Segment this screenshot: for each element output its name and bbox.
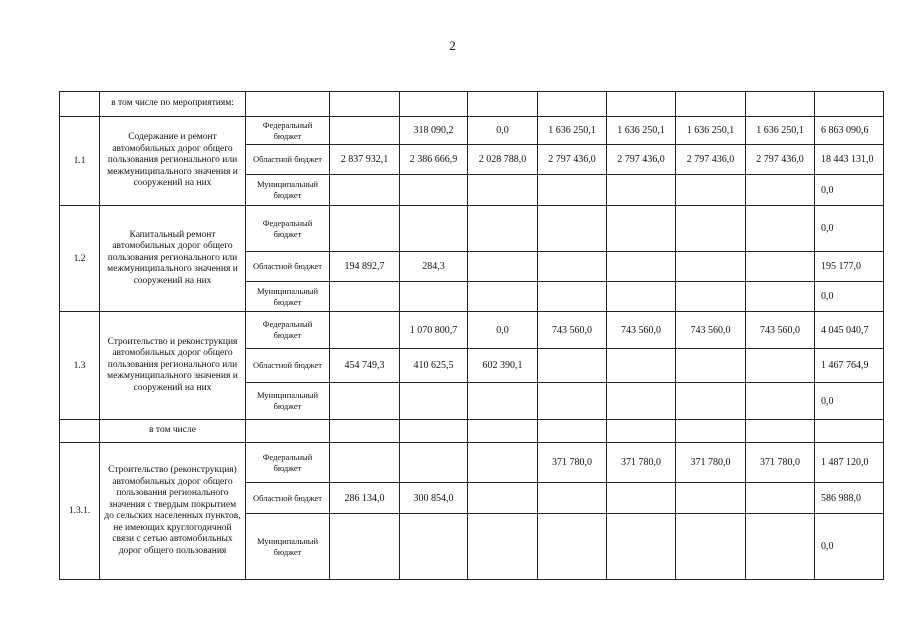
empty-cell — [330, 420, 400, 443]
value-cell: 454 749,3 — [330, 349, 400, 383]
value-cell — [330, 312, 400, 349]
value-cell: 2 386 666,9 — [400, 145, 468, 175]
value-cell — [538, 383, 607, 420]
value-cell: 0,0 — [468, 117, 538, 145]
activity-name: Содержание и ремонт автомобильных дорог общего пользования регионального или межмуниципального значения и сооружений на них — [100, 117, 246, 206]
value-cell: 194 892,7 — [330, 252, 400, 282]
value-cell: 2 797 436,0 — [538, 145, 607, 175]
total-value-cell: 0,0 — [815, 514, 884, 580]
activity-name: Строительство (реконструкция) автомобильных дорог общего пользования регионального значения с твердым покрытием до сельских населенных пунктов, не имеющих круглогодичной связи с сетью автомобильных дорог общего пользования — [100, 443, 246, 580]
activity-code: 1.3.1. — [60, 443, 100, 580]
value-cell — [538, 514, 607, 580]
value-cell: 2 028 788,0 — [468, 145, 538, 175]
total-value-cell: 0,0 — [815, 282, 884, 312]
value-cell: 1 636 250,1 — [607, 117, 676, 145]
empty-cell — [607, 92, 676, 117]
total-value-cell: 0,0 — [815, 175, 884, 206]
value-cell: 743 560,0 — [746, 312, 815, 349]
value-cell — [330, 282, 400, 312]
value-cell: 371 780,0 — [676, 443, 746, 483]
empty-cell — [538, 92, 607, 117]
value-cell — [607, 252, 676, 282]
empty-cell — [746, 92, 815, 117]
value-cell — [676, 206, 746, 252]
empty-cell — [815, 92, 884, 117]
total-value-cell: 1 467 764,9 — [815, 349, 884, 383]
value-cell — [330, 383, 400, 420]
value-cell — [400, 175, 468, 206]
value-cell — [746, 383, 815, 420]
value-cell — [400, 206, 468, 252]
value-cell: 371 780,0 — [607, 443, 676, 483]
value-cell: 371 780,0 — [538, 443, 607, 483]
budget-source: Областной бюджет — [246, 252, 330, 282]
budget-source: Муниципальный бюджет — [246, 282, 330, 312]
budget-table — [59, 91, 884, 580]
budget-source: Муниципальный бюджет — [246, 175, 330, 206]
value-cell: 2 797 436,0 — [676, 145, 746, 175]
activity-name: Капитальный ремонт автомобильных дорог общего пользования регионального или межмуниципального значения и сооружений на них — [100, 206, 246, 312]
empty-cell — [246, 92, 330, 117]
value-cell — [746, 175, 815, 206]
table-row — [60, 206, 884, 252]
value-cell — [468, 443, 538, 483]
subheader-label: в том числе — [100, 420, 246, 443]
value-cell — [330, 117, 400, 145]
value-cell: 410 625,5 — [400, 349, 468, 383]
value-cell — [468, 252, 538, 282]
subheader-label: в том числе по мероприятиям: — [100, 92, 246, 117]
value-cell — [746, 206, 815, 252]
value-cell — [400, 282, 468, 312]
value-cell — [607, 514, 676, 580]
table-row — [60, 117, 884, 145]
value-cell: 1 070 800,7 — [400, 312, 468, 349]
value-cell — [538, 206, 607, 252]
value-cell: 2 797 436,0 — [607, 145, 676, 175]
value-cell — [330, 443, 400, 483]
empty-cell — [468, 92, 538, 117]
activity-code: 1.1 — [60, 117, 100, 206]
total-value-cell: 4 045 040,7 — [815, 312, 884, 349]
empty-cell — [815, 420, 884, 443]
budget-source: Областной бюджет — [246, 145, 330, 175]
value-cell: 743 560,0 — [676, 312, 746, 349]
value-cell: 1 636 250,1 — [538, 117, 607, 145]
value-cell: 2 797 436,0 — [746, 145, 815, 175]
value-cell: 286 134,0 — [330, 483, 400, 514]
empty-cell — [400, 92, 468, 117]
value-cell: 1 636 250,1 — [746, 117, 815, 145]
value-cell — [676, 349, 746, 383]
value-cell — [746, 349, 815, 383]
value-cell: 1 636 250,1 — [676, 117, 746, 145]
value-cell: 743 560,0 — [538, 312, 607, 349]
value-cell — [468, 282, 538, 312]
empty-cell — [330, 92, 400, 117]
budget-source: Муниципальный бюджет — [246, 383, 330, 420]
value-cell — [468, 175, 538, 206]
total-value-cell: 586 988,0 — [815, 483, 884, 514]
value-cell: 602 390,1 — [468, 349, 538, 383]
value-cell — [468, 483, 538, 514]
activity-code: 1.2 — [60, 206, 100, 312]
value-cell: 2 837 932,1 — [330, 145, 400, 175]
value-cell — [607, 175, 676, 206]
value-cell: 284,3 — [400, 252, 468, 282]
value-cell — [538, 483, 607, 514]
empty-cell — [676, 420, 746, 443]
activity-code: 1.3 — [60, 312, 100, 420]
value-cell — [468, 383, 538, 420]
total-value-cell: 6 863 090,6 — [815, 117, 884, 145]
total-value-cell: 195 177,0 — [815, 252, 884, 282]
value-cell — [676, 282, 746, 312]
subheader-row — [60, 420, 884, 443]
value-cell — [400, 443, 468, 483]
budget-source: Областной бюджет — [246, 349, 330, 383]
budget-source: Федеральный бюджет — [246, 443, 330, 483]
budget-source: Федеральный бюджет — [246, 117, 330, 145]
value-cell — [400, 383, 468, 420]
value-cell — [676, 175, 746, 206]
value-cell — [468, 206, 538, 252]
value-cell — [468, 514, 538, 580]
value-cell — [746, 483, 815, 514]
page-number: 2 — [449, 38, 456, 53]
total-value-cell: 18 443 131,0 — [815, 145, 884, 175]
empty-cell — [746, 420, 815, 443]
value-cell — [607, 282, 676, 312]
empty-cell — [468, 420, 538, 443]
value-cell — [330, 175, 400, 206]
empty-cell — [246, 420, 330, 443]
value-cell — [676, 483, 746, 514]
value-cell — [676, 383, 746, 420]
code-cell — [60, 92, 100, 117]
value-cell — [538, 252, 607, 282]
empty-cell — [607, 420, 676, 443]
budget-source: Федеральный бюджет — [246, 312, 330, 349]
value-cell — [746, 252, 815, 282]
empty-cell — [538, 420, 607, 443]
total-value-cell: 0,0 — [815, 383, 884, 420]
value-cell — [330, 206, 400, 252]
value-cell: 371 780,0 — [746, 443, 815, 483]
value-cell — [538, 349, 607, 383]
total-value-cell: 1 487 120,0 — [815, 443, 884, 483]
value-cell — [400, 514, 468, 580]
table-row — [60, 312, 884, 349]
table-row — [60, 443, 884, 483]
value-cell: 300 854,0 — [400, 483, 468, 514]
value-cell: 318 090,2 — [400, 117, 468, 145]
budget-source: Федеральный бюджет — [246, 206, 330, 252]
value-cell — [676, 252, 746, 282]
empty-cell — [400, 420, 468, 443]
value-cell: 0,0 — [468, 312, 538, 349]
value-cell — [538, 175, 607, 206]
activity-name: Строительство и реконструкция автомобильных дорог общего пользования регионального или межмуниципального значения и сооружений на них — [100, 312, 246, 420]
total-value-cell: 0,0 — [815, 206, 884, 252]
value-cell — [676, 514, 746, 580]
value-cell — [538, 282, 607, 312]
value-cell — [607, 383, 676, 420]
subheader-row — [60, 92, 884, 117]
code-cell — [60, 420, 100, 443]
value-cell: 743 560,0 — [607, 312, 676, 349]
empty-cell — [676, 92, 746, 117]
value-cell — [746, 514, 815, 580]
budget-source: Муниципальный бюджет — [246, 514, 330, 580]
value-cell — [746, 282, 815, 312]
value-cell — [607, 483, 676, 514]
value-cell — [607, 349, 676, 383]
value-cell — [330, 514, 400, 580]
value-cell — [607, 206, 676, 252]
budget-source: Областной бюджет — [246, 483, 330, 514]
